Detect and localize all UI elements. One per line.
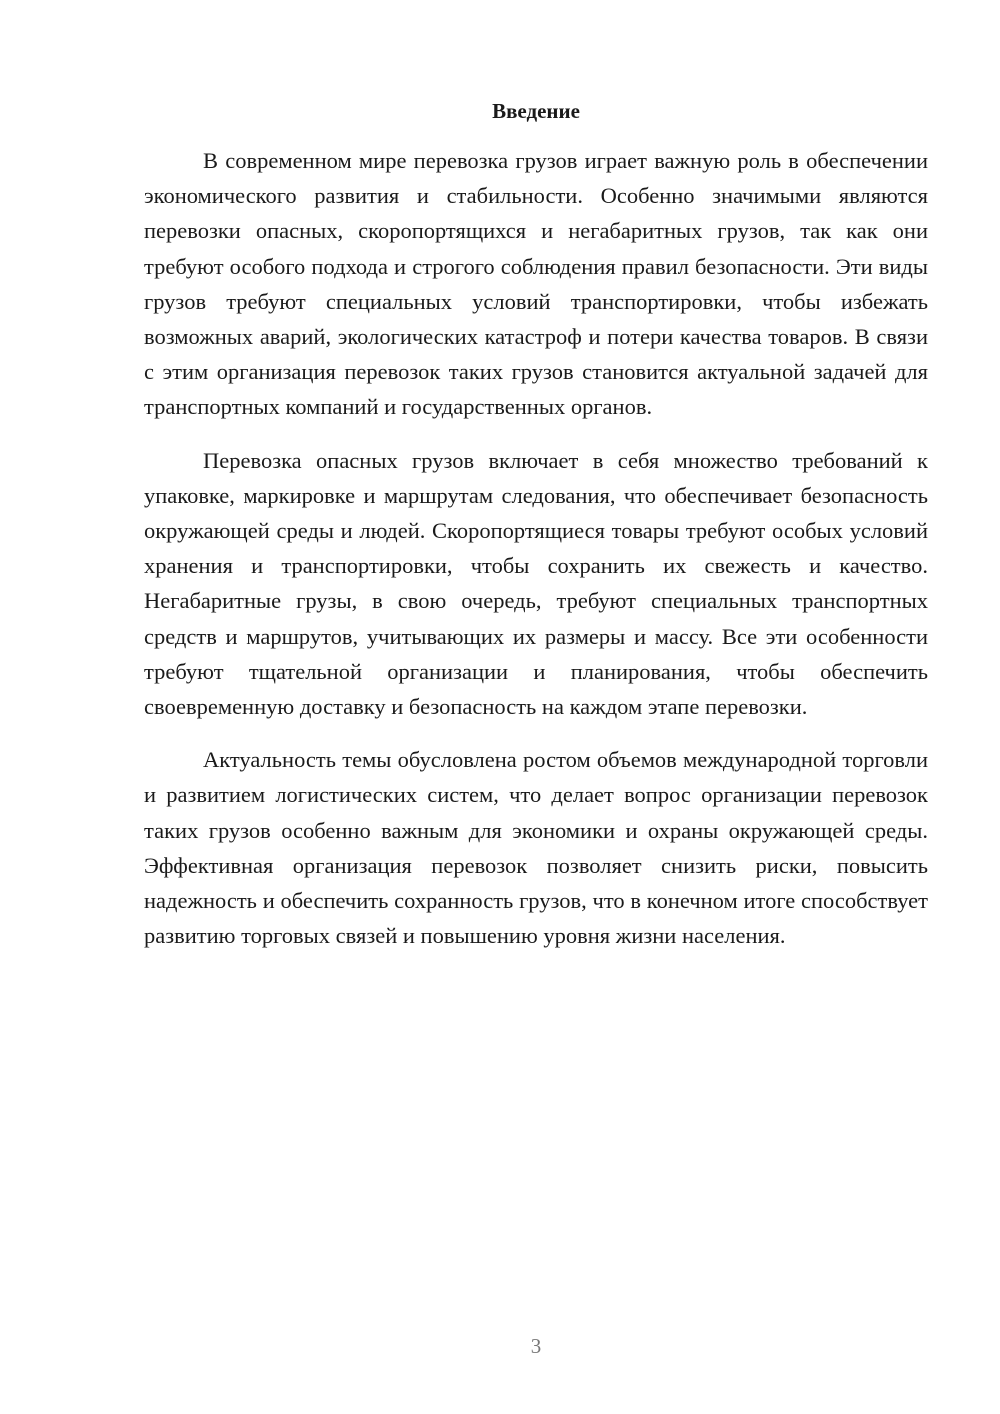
paragraph-1: В современном мире перевозка грузов играет важную роль в обеспечении экономического развития и стабильности. Особенно значимыми являются перевозки опасных, скоропортящихся и негабаритных грузов, так как они требуют особого подхода и строгого соблюдения правил безопасности. Эти виды грузов требуют специальных условий транспортировки, чтобы избежать возможных аварий, экологических катастроф и потери качества товаров. В связи с этим организация перевозок таких грузов становится актуальной задачей для транспортных компаний и государственных органов.	[144, 148, 928, 420]
paragraph-2: Перевозка опасных грузов включает в себя множество требований к упаковке, маркировке и маршрутам следования, что обеспечивает безопасность окружающей среды и людей. Скоропортящиеся товары требуют особых условий хранения и транспортировки, чтобы сохранить их свежесть и качество. Негабаритные грузы, в свою очередь, требуют специальных транспортных средств и маршрутов, учитывающих их размеры и массу. Все эти особенности требуют тщательной организации и планирования, чтобы обеспечить своевременную доставку и безопасность на каждом этапе перевозки.	[144, 447, 928, 720]
paragraph-3: Актуальность темы обусловлена ростом объемов международной торговли и развитием логистических систем, что делает вопрос организации перевозок таких грузов особенно важным для экономики и охраны окружающей среды. Эффективная организация перевозок позволяет снизить риски, повысить надежность и обеспечить сохранность грузов, что в конечном итоге способствует развитию торговых связей и повышению уровня жизни населения.	[144, 747, 928, 949]
page-title: Введение	[492, 99, 580, 123]
body-text	[144, 143, 928, 971]
page-number: 3	[530, 1334, 542, 1358]
